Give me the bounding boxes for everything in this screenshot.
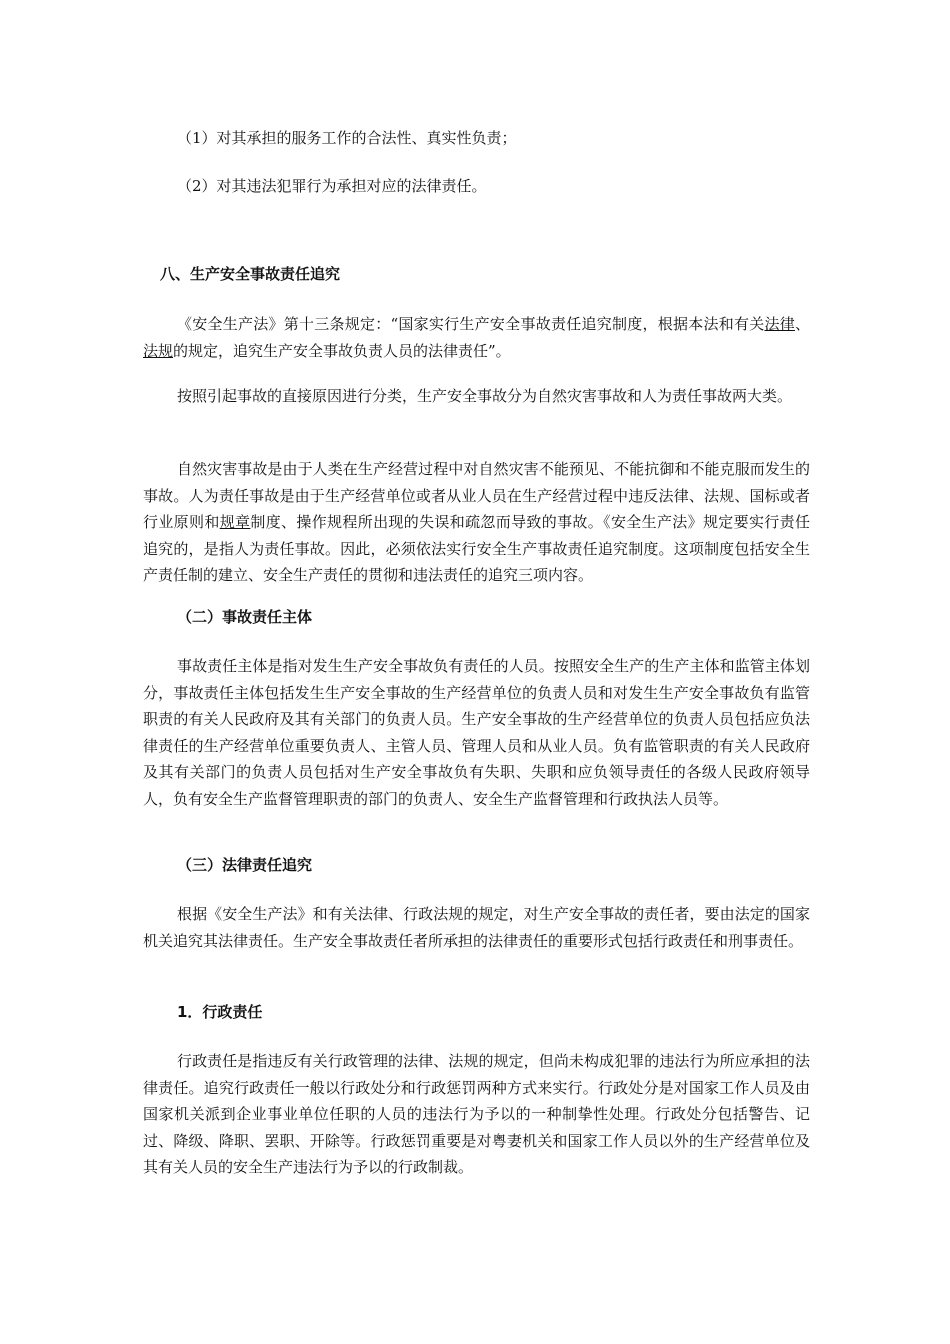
list-item-1: （1）对其承担的服务工作的合法性、真实性负责；	[177, 129, 517, 147]
regulation-link[interactable]: 法规	[143, 341, 174, 360]
paragraph-text: 自然灾害事故是由于人类在生产经营过程中对自然灾害不能预见、不能抗御和不能克服而发生的事故。人为责任事故是由于生产经营单位或者从业人员在生产经营过程中违反法律、法规、国标或者行业原则和	[143, 460, 810, 531]
section-2-heading: （二）事故责任主体	[177, 608, 313, 626]
paragraph-text: 的规定，追究生产安全事故负责人员的法律责任”。	[173, 341, 511, 360]
paragraph-classification: 按照引起事故的直接原因进行分类，生产安全事故分为自然灾害事故和人为责任事故两大类。	[177, 387, 793, 405]
list-item-2: （2）对其违法犯罪行为承担对应的法律责任。	[177, 177, 487, 195]
paragraph-accident-types	[143, 456, 810, 589]
paragraph-administrative-liability: 行政责任是指违反有关行政管理的法律、法规的规定，但尚未构成犯罪的违法行为所应承担的法律责任。追究行政责任一般以行政处分和行政惩罚两种方式来实行。行政处分是对国家工作人员及由国家机关派到企业事业单位任职的人员的违法行为予以的一种制挚性处理。行政处分包括警告、记过、降级、降职、罢职、开除等。行政惩罚重要是对粤妻机关和国家工作人员以外的生产经营单位及其有关人员的安全生产违法行为予以的行政制裁。	[143, 1052, 810, 1176]
paragraph-article-13	[143, 311, 810, 364]
law-link[interactable]: 法律	[764, 315, 795, 333]
section-8-heading: 八、生产安全事故责任追究	[160, 265, 341, 283]
paragraph-legal-liability: 根据《安全生产法》和有关法律、行政法规的规定，对生产安全事故的责任者，要由法定的国家机关追究其法律责任。生产安全事故责任者所承担的法律责任的重要形式包括行政责任和刑事责任。	[143, 905, 810, 950]
paragraph-responsible-subject: 事故责任主体是指对发生生产安全事故负有责任的人员。按照安全生产的生产主体和监管主体划分，事故责任主体包括发生生产安全事故的生产经营单位的负责人员和对发生生产安全事故负有监管职责的有关人民政府及其有关部门的负责人员。生产安全事故的生产经营单位的负责人员包括应负法律责任的生产经营单位重要负责人、主管人员、管理人员和从业人员。负有监管职责的有关人民政府及其有关部门的负责人员包括对生产安全事故负有失职、失职和应负领导责任的各级人民政府领导人，负有安全生产监督管理职责的部门的负责人、安全生产监督管理和行政执法人员等。	[143, 657, 810, 808]
paragraph-text: 制度、操作规程所出现的失误和疏忽而导致的事故。《安全生产法》规定要实行责任追究的，是指人为责任事故。因此，必须依法实行安全生产事故责任追究制度。这项制度包括安全生产责任制的建立、安全生产责任的贯彻和违法责任的追究三项内容。	[143, 513, 810, 584]
separator: 、	[794, 315, 810, 333]
section-3-heading: （三）法律责任追究	[177, 856, 313, 874]
paragraph-text: 《安全生产法》第十三条规定：“国家实行生产安全事故责任追究制度，根据本法和有关	[177, 315, 765, 333]
subsection-1-heading: 1．行政责任	[177, 1003, 263, 1021]
rules-link[interactable]: 规章	[219, 513, 251, 531]
